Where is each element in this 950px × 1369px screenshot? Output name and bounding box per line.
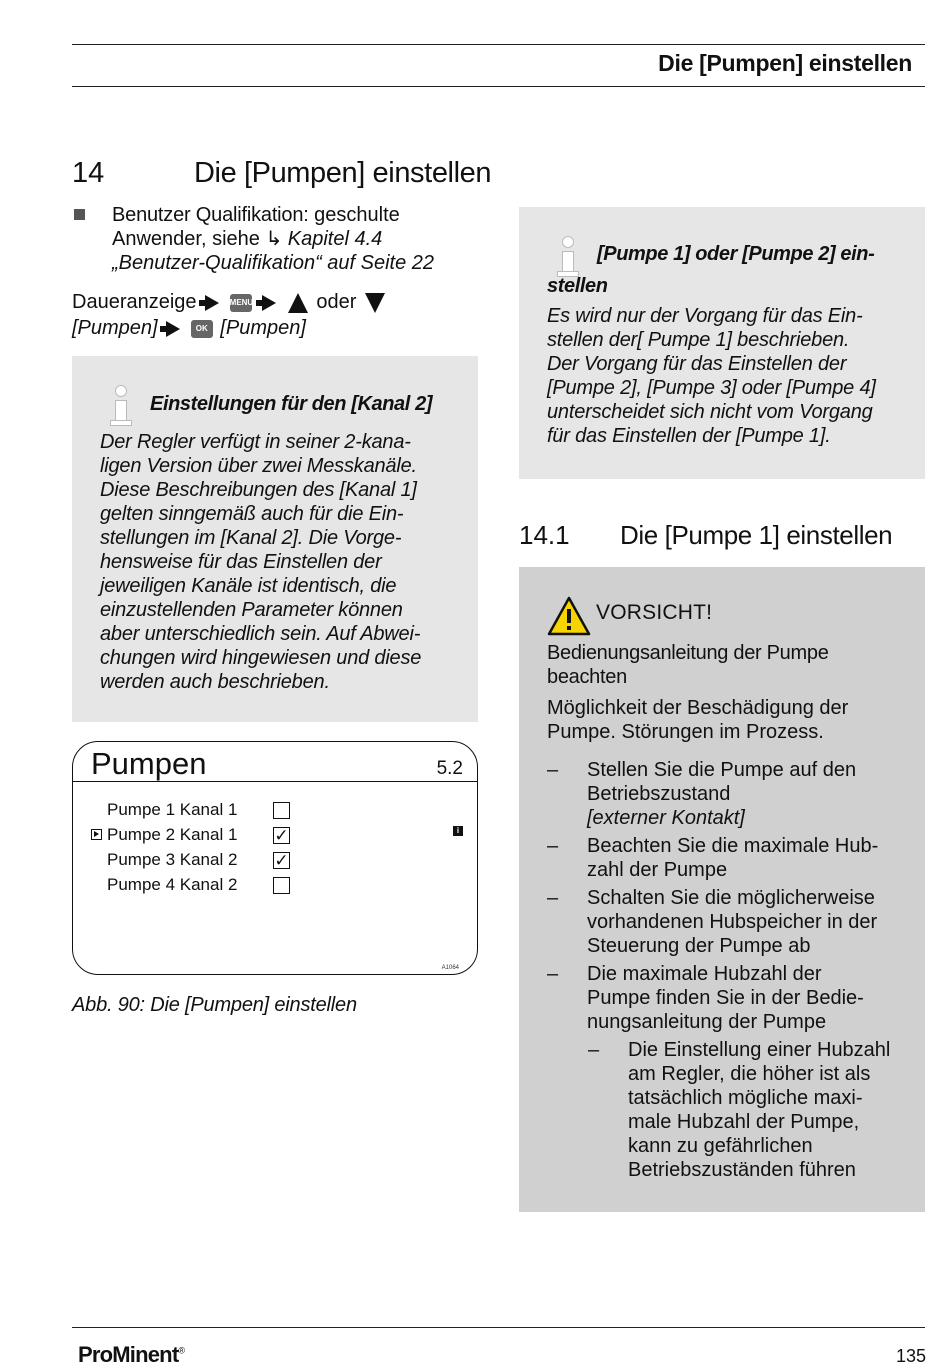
- arrow-right-icon: [262, 295, 276, 311]
- display-title: Pumpen: [91, 746, 207, 781]
- arrow-up-key-icon: [288, 293, 308, 313]
- display-item-pumpe-1: Pumpe 1 Kanal 1: [107, 800, 238, 819]
- warning-subtitle: Bedienungsanleitung der Pumpe beachten: [547, 642, 829, 688]
- warning-triangle-icon: [547, 596, 591, 636]
- subsection-number: 14.1: [519, 520, 570, 550]
- bullet-square-icon: [74, 209, 85, 220]
- page-number: 135: [895, 1346, 926, 1366]
- note-pumpe-title-1: [Pumpe 1] oder [Pumpe 2] ein-: [597, 243, 875, 265]
- nav-start: Daueranzeige: [72, 291, 197, 313]
- footer-rule: [72, 1327, 925, 1328]
- qualification-paragraph: [112, 203, 477, 275]
- note-kanal-body: Der Regler verfügt in seiner 2-kana- ligen Version über zwei Messkanäle. Diese Beschreibungen des [Kanal 1] gelten sinngemäß auch für die Ein- stellungen im [Kanal 2]. Die Vorge- hensweise für das Einstellen der jeweiligen Kanäle ist identisch, die einzustellenden Parameter können aber unterschiedlich sein. Auf Abwei- chungen wird hingewiesen und diese werden auch beschrieben.: [100, 431, 422, 693]
- chapter-title: Die [Pumpen] einstellen: [194, 157, 492, 189]
- display-item-pumpe-3: Pumpe 3 Kanal 2: [107, 850, 238, 869]
- nav-pumpen-1: [Pumpen]: [72, 317, 158, 339]
- subsection-title: Die [Pumpe 1] einstellen: [620, 520, 893, 550]
- checkbox-checked-icon: ✓: [274, 851, 289, 870]
- arrow-down-key-icon: [365, 293, 385, 313]
- header-bottom-rule: [72, 86, 925, 87]
- nav-pumpen-2: [Pumpen]: [220, 317, 306, 339]
- display-item-pumpe-4: Pumpe 4 Kanal 2: [107, 875, 238, 894]
- warning-text: Möglichkeit der Beschädigung der Pumpe. Störungen im Prozess.: [547, 697, 849, 743]
- ok-key-icon: OK: [191, 320, 213, 338]
- display-divider: [73, 781, 477, 782]
- qualification-link[interactable]: Kapitel 4.4 „Benutzer-Qualifikation“ auf Seite 22: [112, 228, 435, 274]
- qualification-label: Benutzer Qualifikation:: [112, 204, 309, 226]
- checkbox-unchecked-icon: [273, 877, 290, 894]
- header-top-rule: [72, 44, 925, 45]
- warning-label: VORSICHT!: [596, 601, 713, 624]
- figure-caption: Abb. 90: Die [Pumpen] einstellen: [72, 994, 357, 1016]
- prominent-logo: ProMinent®: [78, 1342, 185, 1367]
- display-info-icon: i: [453, 826, 463, 836]
- navigation-path: [72, 289, 482, 341]
- qualification-text: geschulte Anwender, siehe: [112, 204, 400, 250]
- running-header: Die [Pumpen] einstellen: [658, 50, 912, 76]
- note-kanal-title: Einstellungen für den [Kanal 2]: [150, 393, 433, 415]
- arrow-right-icon: [205, 295, 219, 311]
- checkbox-checked-icon: ✓: [274, 826, 289, 845]
- cursor-pointer-icon: [91, 829, 102, 840]
- arrow-right-icon: [166, 321, 180, 337]
- menu-key-icon: MENU: [230, 294, 252, 312]
- display-menu-number: 5.2: [436, 758, 463, 779]
- info-icon: [555, 236, 581, 278]
- note-pumpe-body: Es wird nur der Vorgang für das Ein- stellen der[ Pumpe 1] beschrieben. Der Vorgang für das Einstellen der [Pumpe 2], [Pumpe 3] oder [Pumpe 4] unterscheidet sich nicht vom Vorgang für das Einstellen der [Pumpe 1].: [547, 305, 876, 447]
- chapter-number: 14: [72, 157, 105, 189]
- checkbox-unchecked-icon: [273, 802, 290, 819]
- figure-code: A1064: [441, 965, 459, 971]
- note-pumpe-title-2: stellen: [547, 275, 608, 297]
- display-item-pumpe-2: Pumpe 2 Kanal 1: [107, 825, 238, 844]
- nav-oder: oder: [316, 291, 357, 313]
- reference-arrow-icon: ↳: [265, 228, 283, 250]
- controller-display: [72, 741, 478, 975]
- info-icon: [108, 385, 134, 427]
